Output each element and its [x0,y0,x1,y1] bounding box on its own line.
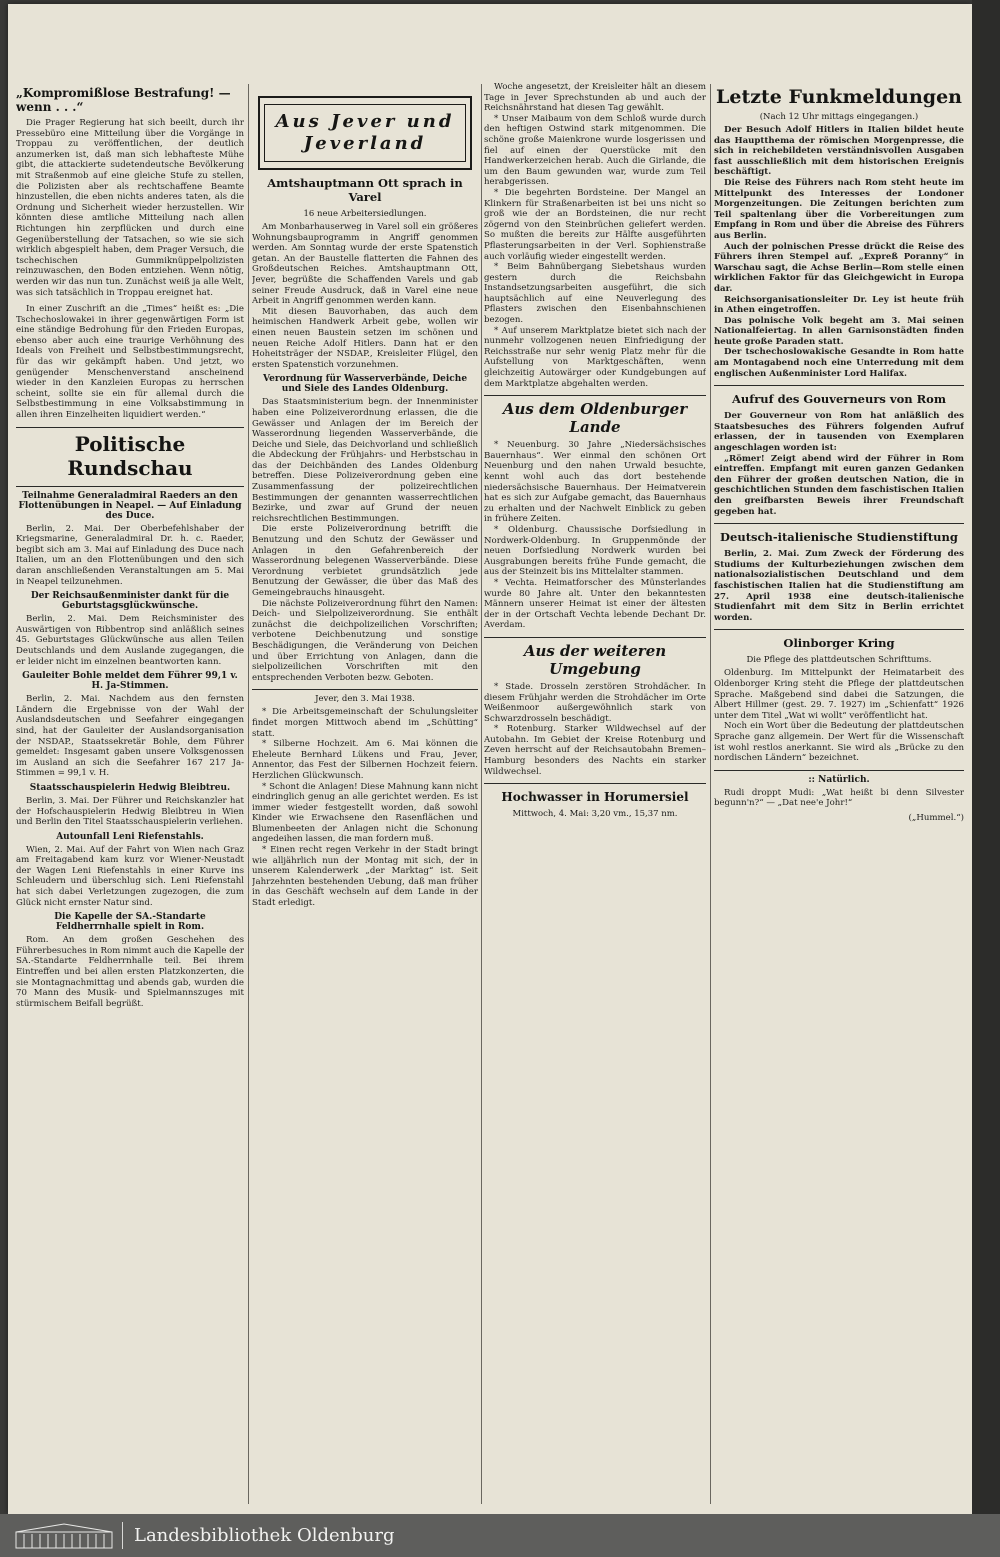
regional-news: * Vechta. Heimatforscher des Münsterlandes wurde 80 Jahre alt. Unter den bekanntesten Männern unserer Heimat ist einer der ältesten der in der Ortschaft Vechta lebende Dechant Dr. Averdam. [484,577,706,631]
local-news: * Einen recht regen Verkehr in der Stadt bringt wie alljährlich nun der Montag mit sich, der in unserem Kalenderwerk „der Marktag“ ist. Seit Jahrzehnten bestehenden Uebung, daß man früher in das Geschäft wechseln auf dem Lande in der Stadt erledigt. [252,845,478,909]
news-headline: Staatsschauspielerin Hedwig Bleibtreu. [29,782,231,793]
regional-news: * Neuenburg. 30 Jahre „Niedersächsisches Bauernhaus“. Wer einmal den schönen Ort Neuenburg und den nahen Urwald besuchte, kennt wohl auch das dort bestehende niedersächsische Bauernhaus. Der Heimatverein hat es sich zur Aufgabe gemacht, das Bauernhaus zu erhalten und der Nachwelt Einblick zu geben in frühere Zeiten. [484,440,706,525]
flood-times: Mittwoch, 4. Mai: 3,20 vm., 15,37 nm. [512,809,678,820]
radio-news: Auch der polnischen Presse drückt die Reise des Führers ihren Stempel auf. „Expreß Poranny“ in Warschau sagt, die Achse Berlin—Rom stelle einen wirklichen Faktor für das Gleichgewicht in Europa dar. [714,241,964,294]
article-paragraph: Die erste Polizeiverordnung betrifft die Benutzung und den Schutz der Gewässer und Anlagen in den Gefahrenbereich der Wasserordnung belegenen Wasserverbände. Diese Verordnung verbietet grundsätzlich jede Benutzung der Gewässer, die über das Maß des Gemeingebrauchs hinausgeht. [252,524,478,598]
column-rule [710,84,711,1504]
news-item [16,912,244,1009]
column-2 [252,82,478,1502]
footer-separator [122,1522,123,1549]
local-news: * Unser Maibaum von dem Schloß wurde durch den heftigen Ostwind stark mitgenommen. Die schöne große Maienkrone wurde losgerissen und fiel auf einen der Querstücke mit den Handwerkerzeichen herab. Auch die Girlande, die um den Baum gewunden war, wurde zum Teil herabgerissen. [484,113,706,188]
section-masthead-box [258,96,472,170]
news-body: Berlin, 2. Mai. Dem Reichsminister des Auswärtigen von Ribbentrop sind anläßlich seines 45. Geburtstages Glückwünsche aus allen Teilen Deutschlands und dem Auslande zugegangen, die er leider nicht im einzelnen beantworten kann. [16,614,244,667]
library-building-icon [14,1522,114,1550]
news-body: Rom. An dem großen Geschehen des Führerbesuches in Rom nimmt auch die Kapelle der SA.-Standarte Feldherrnhalle teil. Bei ihrem Eintreffen und bei allen ersten Platzkonzerten, die sie Montagnachmittag und abends gab, wurden die 70 Mann des Musik- und Spielmannszuges mit stürmischem Beifall begrüßt. [16,935,244,1009]
radio-news: Reichsorganisationsleiter Dr. Ley ist heute früh in Athen eingetroffen. [714,294,964,316]
news-headline: Gauleiter Bohle meldet dem Führer 99,1 v. H. Ja-Stimmen. [22,671,238,692]
local-news: * Die Arbeitsgemeinschaft der Schulungsleiter findet morgen Mittwoch abend im „Schütting“ statt. [252,707,478,739]
news-item [16,783,244,828]
column-rule [248,84,249,1504]
column-3 [484,82,706,1502]
column-rule [481,84,482,1504]
newspaper-page [8,4,972,1514]
library-footer [0,1514,1000,1557]
article-subtitle: Die Pflege des plattdeutschen Schrifttums. [746,655,932,666]
section-subtitle: (Nach 12 Uhr mittags eingegangen.) [759,112,919,122]
section-masthead-title: Aus Jever und Jeverland [275,111,455,154]
anecdote-source: („Hummel.“) [908,812,964,823]
radio-news: Der Besuch Adolf Hitlers in Italien bildet heute das Hauptthema der römischen Morgenpresse, die sich in reichebildeten verständnisvollen Ausgaben fast ausschließlich mit dem historischen Ereignis beschäftigt. [714,125,964,178]
article-subtitle: 16 neue Arbeitersiedlungen. [303,209,427,219]
section-title: Aus dem Oldenburger Lande [502,400,688,437]
regional-news: * Stade. Drosseln zerstören Strohdächer. In diesem Frühjahr werden die Strohdächer im Orte Weißenmoor außergewöhnlich stark von Schwarzdrosseln beschädigt. [484,681,706,724]
news-item [16,832,244,909]
local-news: * Silberne Hochzeit. Am 6. Mai können die Eheleute Bernhard Lükens und Frau, Jever, Annentor, das Fest der Silbernen Hochzeit feiern. Herzlichen Glückwunsch. [252,739,478,781]
flood-title: Hochwasser in Horumersiel [501,790,689,805]
local-news: * Beim Bahnübergang Siebetshaus wurden gestern durch die Reichsbahn Instandsetzungsarbeiten ausgeführt, die sich hauptsächlich auf eine Neuverlegung des Pflasters zwischen den Eisenbahnschienen bezogen. [484,262,706,326]
news-item [16,591,244,667]
section-title: Aus der weiteren Umgebung [523,641,667,678]
news-body: Berlin, 2. Mai. Der Oberbefehlshaber der Kriegsmarine, Generaladmiral Dr. h. c. Raeder, begibt sich am 3. Mai auf Einladung des Duce nach Italien, um an den Flottenübungen und den sich daran anschließenden Veranstaltungen am 5. Mai in Neapel teilzunehmen. [16,523,244,587]
anecdote-text: Rudi droppt Mudi: „Wat heißt bi denn Silvester begunn'n?“ — „Dat nee'e Johr!“ [714,787,964,809]
radio-news: Das polnische Volk begeht am 3. Mai seinen Nationalfeiertag. In allen Garnisonstädten finden heute große Paraden statt. [714,315,964,347]
regional-news: * Oldenburg. Chaussische Dorfsiedlung in Nordwerk-Oldenburg. In Gruppenmönde der neuen Dorfsiedlung Nordwerk wurden bei Ausgrabungen bereits frühe Funde gemacht, die aus der Steinzeit bis ins Mittelalter stammen. [484,524,706,578]
news-headline: Der Reichsaußenminister dankt für die Geburtstagsglückwünsche. [30,591,230,612]
local-news: * Auf unserem Marktplatze bietet sich nach der nunmehr vollzogenen neuen Einfriedigung der Reichsstraße nur sehr wenig Platz mehr für die Aufstellung von Marktgeschäften, wenn gleichzeitig Autowärger oder Kundgebungen auf dem Marktplatze abgehalten werden. [484,325,706,389]
article-paragraph: Am Monbarhauserweg in Varel soll ein größeres Wohnungsbauprogramm in Angriff genommen werden. Am Sonntag wurde der erste Spatenstich getan. An der Baustelle flatterten die Fahnen des Großdeutschen Reiches. Amtshauptmann Ott, Jever, begrüßte die Schaffenden Varels und gab seiner Freude Ausdruck, daß in Varel eine neue Arbeit in Angriff genommen werden kann. [252,222,478,307]
column-1 [16,82,244,1502]
anecdote-title: :: Natürlich. [808,774,870,785]
section-title: Letzte Funkmeldungen [716,86,962,108]
news-headline: Teilnahme Generaladmiral Raeders an den Flottenübungen in Neapel. — Auf Einladung des Duce. [18,490,242,521]
news-body: Berlin, 3. Mai. Der Führer und Reichskanzler hat der Hofschauspielerin Hedwig Bleibtreu in Wien und Berlin den Titel Staatsschauspielerin verliehen. [16,795,244,828]
article-paragraph: Der Gouverneur von Rom hat anläßlich des Staatsbesuches des Führers folgenden Aufruf erlassen, der in tausenden von Exemplaren angeschlagen worden ist: [714,411,964,454]
regional-news: * Rotenburg. Starker Wildwechsel auf der Autobahn. Im Gebiet der Kreise Rotenburg und Zeven herrscht auf der Reichsautobahn Bremen–Hamburg besonders des Nachts ein starker Wildwechsel. [484,724,706,777]
lede-title: „Kompromißlose Bestrafung! — wenn . . .“ [16,86,231,114]
article-title: Olinborger Kring [783,636,895,651]
news-item [16,491,244,588]
news-headline: Die Kapelle der SA.-Standarte Feldherrnhalle spielt in Rom. [54,912,206,933]
article-paragraph: „Römer! Zeigt abend wird der Führer in Rom eintreffen. Empfangt mit euren ganzen Gedanken den Führer der großen deutschen Nation, die in geschichtlichen Stunden dem faschistischen Italien den greifbarsten Beweis ihrer Freundschaft gegeben hat. [714,453,964,517]
radio-news: Die Reise des Führers nach Rom steht heute im Mittelpunkt des Interesses der Londoner Morgenzeitungen. Die Zeitungen berichten zum Teil spaltenlang über die Vorbereitungen zum Empfang in Rom und über die Abreise des Führers aus Berlin. [714,177,964,241]
article-paragraph: Mit diesen Bauvorhaben, das auch dem heimischen Handwerk Arbeit gebe, wollen wir einen neuen Baustein setzen im schönen und neuen Reiche Adolf Hitlers. Dann hat er den Hoheitsträger der NSDAP., Kreisleiter Flügel, den ersten Spatenstich vorzunehmen. [252,306,478,370]
article-paragraph: Die nächste Polizeiverordnung führt den Namen: Deich- und Sielpolizeiverordnung. Sie enthält zunächst die deichpolizeilichen Vorschriften; verbotene Deichbenutzung und sonstige Beschädigungen, die Veränderung von Deichen und über Errichtung von Anlagen, dann die sielpolizeilichen Vorschriften mit den entsprechenden Verboten bezw. Geboten. [252,598,478,683]
article-title: Deutsch-italienische Studienstiftung [720,530,958,545]
library-name[interactable]: Landesbibliothek Oldenburg [134,1525,395,1546]
news-body: Wien, 2. Mai. Auf der Fahrt von Wien nach Graz am Freitagabend kam kurz vor Wiener-Neustadt der Wagen Leni Riefenstahls in einer Kurve ins Schleudern und überschlug sich. Leni Riefenstahl hat sich dabei Verletzungen zugezogen, die zum Glück nicht ernster Natur sind. [16,844,244,908]
article-title: Amtshauptmann Ott sprach in Varel [267,176,463,204]
local-news: Woche angesetzt, der Kreisleiter hält an diesem Tage in Jever Sprechstunden ab und auch der Reichsnährstand hat diesen Tag gewählt. [484,82,706,114]
article-title: Aufruf des Gouverneurs von Rom [731,392,947,407]
article-paragraph: Das Staatsministerium begn. der Innenminister haben eine Polizeiverordnung erlassen, die die Gewässer und Anlagen der im Bereich der Wasserordnung liegenden Wasserverbände, die Deiche und Siele, das Deichvorland und schließlich die Abdeckung der Frühjahrs- und Herbstschau in das der Deichbänden des Landes Oldenburg betreffen. Diese Polizeiverordnung geben eine Zusammenfassung der polizeirechtlichen Bestimmungen der genannten wasserrechtlichen Bezirke, und zwar auf Grund der neuen reichsrechtlichen Bestimmungen. [252,397,478,524]
radio-news: Der tschechoslowakische Gesandte in Rom hatte am Montagabend noch eine Unterredung mit dem englischen Außenminister Lord Halifax. [714,347,964,379]
article-subtitle: Verordnung für Wasserverbände, Deiche und Siele des Landes Oldenburg. [262,374,468,395]
article-paragraph: Die Prager Regierung hat sich beeilt, durch ihr Pressebüro eine Mitteilung über die Vorgänge in Troppau zu veröffentlichen, der deutlich anzumerken ist, daß man sich lebhafteste Mühe gibt, die attackierte sudetendeutsche Bevölkerung mit Straßenmob auf eine gleiche Stufe zu stellen, die Polizisten aber als rechtschaffene Beamte hinzustellen, die eben nichts anderes taten, als die Ordnung und Sicherheit wieder herzustellen. Wir könnten diese amtliche Mitteilung nach allen Richtungen hin zerpflücken und durch eine Gegenüberstellung der Tatsachen, so wie sie sich wirklich abgespielt haben, dem Prager Versuch, die tschechischen Gummiknüppelpolizisten reinzuwaschen, den Boden entziehen. Wenn nötig, werden wir das nun tun. Zunächst weiß ja alle Welt, was sich tatsächlich in Troppau ereignet hat. [16,118,244,298]
news-body: Berlin, 2. Mai. Nachdem aus den fernsten Ländern die Ergebnisse von der Wahl der Auslandsdeutschen und Seefahrer eingegangen sind, hat der Gauleiter der Auslandsorganisation der NSDAP., Staatssekretär Bohle, dem Führer gemeldet: Insgesamt gaben unsere Volksgenossen im Ausland an sich die Seefahrer 167 217 Ja-Stimmen = 99,1 v. H. [16,694,244,779]
news-item [16,671,244,779]
section-title: Politische Rundschau [67,431,193,480]
article-paragraph: Oldenburg. Im Mittelpunkt der Heimatarbeit des Oldenborger Kring steht die Pflege der plattdeutschen Sprache. Maßgebend sind dabei die Satzungen, die Albert Hillmer (gest. 29. 7. 1927) im „Schienfatt“ 1926 unter dem Titel „Wat wi wollt“ veröffentlicht hat. [714,668,964,721]
local-news: * Die begehrten Bordsteine. Der Mangel an Klinkern für Straßenarbeiten ist bei uns nicht so groß wie der an Bordsteinen, die nur recht zögernd von den Steinbrüchen geliefert werden. So mußten die bereits zur Hälfte ausgeführten Pflasterungsarbeiten in der Verl. Sophienstraße auch vorläufig wieder eingestellt werden. [484,187,706,262]
local-news: * Schont die Anlagen! Diese Mahnung kann nicht eindringlich genug an alle gerichtet werden. Es ist immer wieder festgestellt worden, daß sowohl Kinder wie Erwachsene den Rasenflächen und Blumenbeeten der Anlagen nicht die Schonung angedeihen lassen, die man fordern muß. [252,781,478,845]
article-paragraph: Berlin, 2. Mai. Zum Zweck der Förderung des Studiums der Kulturbeziehungen zwischen dem nationalsozialistischen Deutschland und dem faschistischen Italien hat die Studienstiftung am 27. April 1938 eine deutsch-italienische Studienfahrt mit dem Sitz in Berlin errichtet worden. [714,549,964,623]
news-headline: Autounfall Leni Riefenstahls. [56,831,204,842]
dateline: Jever, den 3. Mai 1938. [315,694,415,705]
article-paragraph: In einer Zuschrift an die „Times“ heißt es: „Die Tschechoslowakei in ihrer gegenwärtigen Form ist eine ständige Bedrohung für den Frieden Europas, ebenso aber auch eine traurige Verhöhnung des Ideals von Freiheit und Selbstbestimmungsrecht, für das wir gekämpft haben. Und jetzt, wo genügender Menschenverstand anscheinend wieder in den Kanzleien Europas zu herrschen scheint, sollte sie ein für allemal durch die Selbstbestimmung in eine Volksabstimmung in allen ihren Einzelheiten liquidiert werden.“ [16,304,244,421]
article-paragraph: Noch ein Wort über die Bedeutung der plattdeutschen Sprache ganz allgemein. Der Wert für die Wissenschaft ist wohl restlos anerkannt. Sie wird als „Brücke zu den nordischen Ländern“ bezeichnet. [714,721,964,764]
column-4 [714,82,964,1502]
scanner-edge [972,0,1000,1557]
